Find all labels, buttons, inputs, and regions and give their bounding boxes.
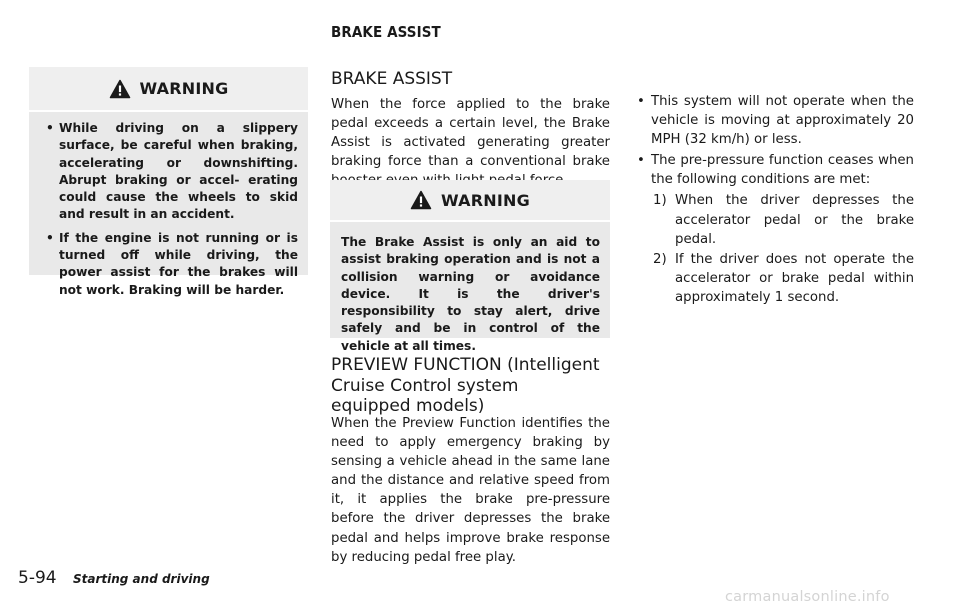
warning-bullet-item bbox=[46, 230, 298, 299]
footer-section-name: Starting and driving bbox=[73, 572, 210, 586]
warning-header bbox=[330, 180, 610, 222]
warning-bullet-text: While driving on a slippery surface, be careful when braking, accelerating or downshifting. Abrupt braking or accel- erating could cause the wheels to skid and result in an accident. bbox=[59, 121, 298, 222]
warning-bullet-item bbox=[46, 120, 298, 224]
preview-function-paragraph: When the Preview Function identifies the need to apply emergency braking by sensing a vehicle ahead in the same lane and the distance and relative speed from it, it applies the brake pre-pressure before the driver depresses the brake pedal and helps improve brake response by reducing pedal free play. bbox=[331, 416, 610, 565]
section-heading-preview-function: PREVIEW FUNCTION (Intelligent Cruise Control system equipped models) bbox=[331, 355, 600, 416]
list-item bbox=[637, 151, 914, 189]
item-text: When the driver depresses the accelerator pedal or the brake pedal. bbox=[675, 193, 914, 247]
warning-body bbox=[29, 112, 308, 299]
item-number: 1) bbox=[653, 193, 667, 209]
list-item bbox=[637, 92, 914, 149]
warning-header bbox=[29, 67, 308, 112]
brake-assist-paragraph: When the force applied to the brake pedal exceeds a certain level, the Brake Assist is activated generating greater braking force than a conventional brake bbox=[331, 97, 610, 170]
page-number: 5-94 bbox=[18, 568, 57, 588]
bullet-icon: • bbox=[46, 230, 54, 245]
list-item-text: The pre-pressure function ceases when the following conditions are met: bbox=[651, 153, 914, 188]
numbered-item bbox=[653, 250, 914, 307]
warning-bullet-text: If the engine is not running or is turned off while driving, the power assist for the brakes will not work. Braking will be harder. bbox=[59, 230, 298, 297]
bullet-icon: • bbox=[637, 153, 645, 169]
warning-title: WARNING bbox=[441, 190, 530, 210]
warning-box-brake-assist bbox=[330, 180, 610, 353]
numbered-item bbox=[653, 191, 914, 248]
warning-triangle-icon bbox=[109, 79, 131, 99]
warning-triangle-icon bbox=[410, 190, 432, 210]
right-column bbox=[637, 92, 914, 308]
list-item-text: This system will not operate when the vehicle is moving at approximately 20 MPH (32 km/h) or less. bbox=[651, 94, 914, 148]
warning-box-slippery bbox=[29, 67, 308, 297]
bullet-icon: • bbox=[46, 121, 54, 135]
item-text: If the driver does not operate the accelerator or brake pedal within approximately 1 second. bbox=[675, 251, 914, 305]
page-header-title: BRAKE ASSIST bbox=[331, 23, 441, 41]
warning-body-text: The Brake Assist is only an aid to assist braking operation and is not a collision warning or avoidance device. It is the driver's responsibility to stay alert, drive safely and be in control of the vehicle at all times. bbox=[341, 235, 600, 353]
item-number: 2) bbox=[653, 251, 667, 267]
section-heading-brake-assist: BRAKE ASSIST bbox=[331, 69, 453, 89]
bullet-icon: • bbox=[637, 94, 645, 109]
watermark: carmanualsonline.info bbox=[725, 589, 890, 605]
warning-title: WARNING bbox=[139, 79, 229, 98]
